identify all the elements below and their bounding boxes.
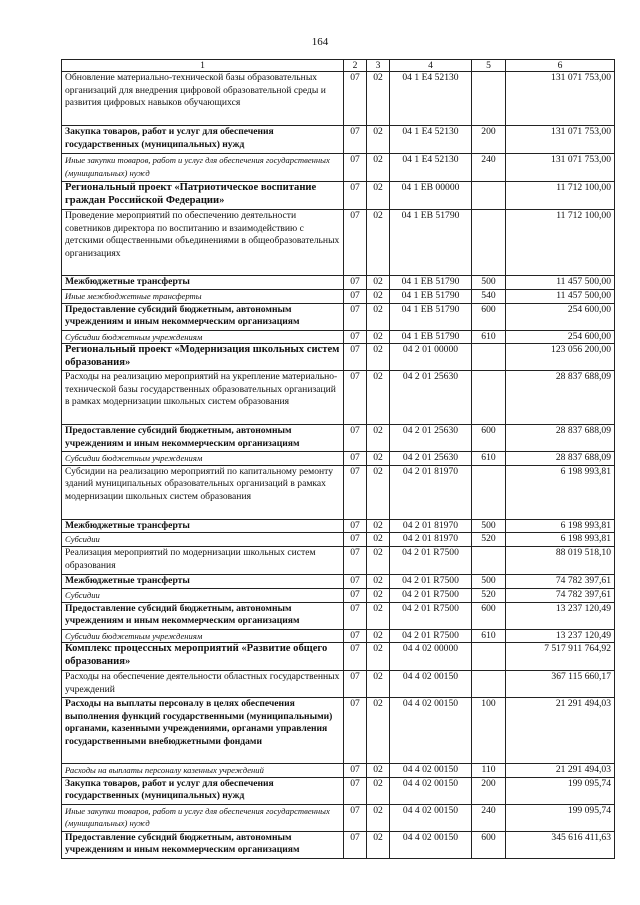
- table-row: [62, 182, 615, 210]
- target-item-cell: 04 2 01 00000: [390, 344, 472, 371]
- expense-type-cell: 240: [472, 154, 506, 182]
- subsection-cell: 02: [367, 276, 390, 290]
- column-header: 4: [390, 60, 472, 72]
- expense-type-cell: 540: [472, 290, 506, 304]
- subsection-cell: 02: [367, 643, 390, 671]
- expense-type-cell: 110: [472, 764, 506, 778]
- amount-cell: 74 782 397,61: [506, 574, 615, 588]
- subsection-cell: 02: [367, 698, 390, 764]
- target-item-cell: 04 2 01 R7500: [390, 588, 472, 602]
- subsection-cell: 02: [367, 452, 390, 466]
- row-name-cell: Проведение мероприятий по обеспечению деятельности советников директора по воспитанию и взаимодействию с детскими общественными объединениями в общеобразовательных организациях: [62, 210, 344, 276]
- row-name-cell: Расходы на обеспечение деятельности областных государственных учреждений: [62, 671, 344, 698]
- subsection-cell: 02: [367, 344, 390, 371]
- column-header: 3: [367, 60, 390, 72]
- amount-cell: 131 071 753,00: [506, 72, 615, 126]
- target-item-cell: 04 4 02 00150: [390, 698, 472, 764]
- section-cell: 07: [344, 72, 367, 126]
- section-cell: 07: [344, 546, 367, 574]
- section-cell: 07: [344, 126, 367, 154]
- row-name-cell: Предоставление субсидий бюджетным, автономным учреждениям и иным некоммерческим организациям: [62, 831, 344, 858]
- section-cell: 07: [344, 344, 367, 371]
- row-name-cell: Предоставление субсидий бюджетным, автономным учреждениям и иным некоммерческим организациям: [62, 303, 344, 330]
- amount-cell: 11 457 500,00: [506, 290, 615, 304]
- table-row: [62, 303, 615, 330]
- section-cell: 07: [344, 330, 367, 344]
- subsection-cell: 02: [367, 574, 390, 588]
- row-name-cell: Расходы на выплаты персоналу в целях обеспечения выполнения функций государственными (муниципальными) органами, казенными учреждениями, органами управления государственными внебюджетными фондами: [62, 698, 344, 764]
- section-cell: 07: [344, 154, 367, 182]
- expense-type-cell: 600: [472, 303, 506, 330]
- row-name-cell: Субсидии бюджетным учреждениям: [62, 330, 344, 344]
- subsection-cell: 02: [367, 519, 390, 533]
- table-row: [62, 602, 615, 629]
- row-name-cell: Иные закупки товаров, работ и услуг для обеспечения государственных (муниципальных) нужд: [62, 804, 344, 831]
- expense-type-cell: 520: [472, 588, 506, 602]
- target-item-cell: 04 4 02 00150: [390, 831, 472, 858]
- column-header: 2: [344, 60, 367, 72]
- subsection-cell: 02: [367, 588, 390, 602]
- table-row: [62, 831, 615, 858]
- column-header: 1: [62, 60, 344, 72]
- page-number: 164: [311, 36, 329, 48]
- section-cell: 07: [344, 764, 367, 778]
- column-header: 6: [506, 60, 615, 72]
- subsection-cell: 02: [367, 210, 390, 276]
- table-row: [62, 344, 615, 371]
- subsection-cell: 02: [367, 330, 390, 344]
- section-cell: 07: [344, 452, 367, 466]
- row-name-cell: Закупка товаров, работ и услуг для обеспечения государственных (муниципальных) нужд: [62, 777, 344, 804]
- subsection-cell: 02: [367, 154, 390, 182]
- table-row: [62, 371, 615, 425]
- amount-cell: 74 782 397,61: [506, 588, 615, 602]
- target-item-cell: 04 2 01 R7500: [390, 602, 472, 629]
- row-name-cell: Региональный проект «Патриотическое воспитание граждан Российской Федерации»: [62, 182, 344, 210]
- expense-type-cell: [472, 72, 506, 126]
- amount-cell: 21 291 494,03: [506, 764, 615, 778]
- target-item-cell: 04 1 EB 51790: [390, 290, 472, 304]
- target-item-cell: 04 1 EB 00000: [390, 182, 472, 210]
- expense-type-cell: [472, 546, 506, 574]
- table-row: [62, 290, 615, 304]
- section-cell: 07: [344, 698, 367, 764]
- expense-type-cell: 610: [472, 452, 506, 466]
- target-item-cell: 04 2 01 R7500: [390, 574, 472, 588]
- table-row: [62, 519, 615, 533]
- row-name-cell: Субсидии: [62, 533, 344, 547]
- section-cell: 07: [344, 588, 367, 602]
- target-item-cell: 04 2 01 81970: [390, 465, 472, 519]
- subsection-cell: 02: [367, 465, 390, 519]
- expense-type-cell: 610: [472, 330, 506, 344]
- section-cell: 07: [344, 574, 367, 588]
- section-cell: 07: [344, 425, 367, 452]
- amount-cell: 199 095,74: [506, 804, 615, 831]
- section-cell: 07: [344, 210, 367, 276]
- section-cell: 07: [344, 519, 367, 533]
- section-cell: 07: [344, 371, 367, 425]
- amount-cell: 7 517 911 764,92: [506, 643, 615, 671]
- expense-type-cell: 600: [472, 831, 506, 858]
- subsection-cell: 02: [367, 182, 390, 210]
- target-item-cell: 04 2 01 R7500: [390, 546, 472, 574]
- table-row: [62, 574, 615, 588]
- amount-cell: 28 837 688,09: [506, 425, 615, 452]
- amount-cell: 11 457 500,00: [506, 276, 615, 290]
- row-name-cell: Субсидии бюджетным учреждениям: [62, 629, 344, 643]
- target-item-cell: 04 1 EB 51790: [390, 210, 472, 276]
- row-name-cell: Предоставление субсидий бюджетным, автономным учреждениям и иным некоммерческим организациям: [62, 425, 344, 452]
- row-name-cell: Реализация мероприятий по модернизации школьных систем образования: [62, 546, 344, 574]
- subsection-cell: 02: [367, 629, 390, 643]
- amount-cell: 21 291 494,03: [506, 698, 615, 764]
- target-item-cell: 04 2 01 25630: [390, 425, 472, 452]
- table-row: [62, 126, 615, 154]
- expense-type-cell: [472, 210, 506, 276]
- row-name-cell: Комплекс процессных мероприятий «Развитие общего образования»: [62, 643, 344, 671]
- subsection-cell: 02: [367, 290, 390, 304]
- section-cell: 07: [344, 465, 367, 519]
- table-row: [62, 210, 615, 276]
- target-item-cell: 04 2 01 25630: [390, 452, 472, 466]
- row-name-cell: Расходы на реализацию мероприятий на укрепление материально-технической базы государственных образовательных организаций в рамках модернизации школьных систем образования: [62, 371, 344, 425]
- subsection-cell: 02: [367, 72, 390, 126]
- section-cell: 07: [344, 290, 367, 304]
- target-item-cell: 04 1 E4 52130: [390, 72, 472, 126]
- section-cell: 07: [344, 643, 367, 671]
- expense-type-cell: 100: [472, 698, 506, 764]
- expense-type-cell: 500: [472, 519, 506, 533]
- amount-cell: 88 019 518,10: [506, 546, 615, 574]
- section-cell: 07: [344, 303, 367, 330]
- subsection-cell: 02: [367, 764, 390, 778]
- expense-type-cell: [472, 465, 506, 519]
- subsection-cell: 02: [367, 831, 390, 858]
- expense-type-cell: 500: [472, 276, 506, 290]
- amount-cell: 131 071 753,00: [506, 154, 615, 182]
- section-cell: 07: [344, 182, 367, 210]
- subsection-cell: 02: [367, 671, 390, 698]
- expense-type-cell: [472, 671, 506, 698]
- amount-cell: 254 600,00: [506, 330, 615, 344]
- target-item-cell: 04 1 EB 51790: [390, 276, 472, 290]
- target-item-cell: 04 2 01 25630: [390, 371, 472, 425]
- table-row: [62, 425, 615, 452]
- subsection-cell: 02: [367, 602, 390, 629]
- row-name-cell: Субсидии на реализацию мероприятий по капитальному ремонту зданий муниципальных образовательных организаций в рамках модернизации школьных систем образования: [62, 465, 344, 519]
- section-cell: 07: [344, 276, 367, 290]
- expense-type-cell: 600: [472, 602, 506, 629]
- amount-cell: 131 071 753,00: [506, 126, 615, 154]
- target-item-cell: 04 1 EB 51790: [390, 330, 472, 344]
- row-name-cell: Региональный проект «Модернизация школьных систем образования»: [62, 344, 344, 371]
- column-header: 5: [472, 60, 506, 72]
- amount-cell: 367 115 660,17: [506, 671, 615, 698]
- table-row: [62, 330, 615, 344]
- table-body: [62, 72, 615, 859]
- row-name-cell: Межбюджетные трансферты: [62, 276, 344, 290]
- table-row: [62, 629, 615, 643]
- budget-table: [61, 59, 615, 859]
- table-row: [62, 764, 615, 778]
- row-name-cell: Иные закупки товаров, работ и услуг для обеспечения государственных (муниципальных) нужд: [62, 154, 344, 182]
- row-name-cell: Межбюджетные трансферты: [62, 519, 344, 533]
- table-row: [62, 804, 615, 831]
- expense-type-cell: 200: [472, 777, 506, 804]
- table-row: [62, 643, 615, 671]
- target-item-cell: 04 4 02 00150: [390, 764, 472, 778]
- expense-type-cell: [472, 344, 506, 371]
- section-cell: 07: [344, 777, 367, 804]
- amount-cell: 199 095,74: [506, 777, 615, 804]
- expense-type-cell: 520: [472, 533, 506, 547]
- amount-cell: 28 837 688,09: [506, 452, 615, 466]
- amount-cell: 11 712 100,00: [506, 182, 615, 210]
- table-row: [62, 154, 615, 182]
- expense-type-cell: [472, 182, 506, 210]
- section-cell: 07: [344, 602, 367, 629]
- target-item-cell: 04 1 EB 51790: [390, 303, 472, 330]
- section-cell: 07: [344, 804, 367, 831]
- row-name-cell: Обновление материально-технической базы образовательных организаций для внедрения цифровой образовательной среды и развития цифровых навыков обучающихся: [62, 72, 344, 126]
- table-header-row: [62, 60, 615, 72]
- row-name-cell: Межбюджетные трансферты: [62, 574, 344, 588]
- table-row: [62, 698, 615, 764]
- amount-cell: 11 712 100,00: [506, 210, 615, 276]
- section-cell: 07: [344, 533, 367, 547]
- table-row: [62, 588, 615, 602]
- subsection-cell: 02: [367, 533, 390, 547]
- table-row: [62, 671, 615, 698]
- amount-cell: 6 198 993,81: [506, 465, 615, 519]
- amount-cell: 13 237 120,49: [506, 602, 615, 629]
- target-item-cell: 04 4 02 00150: [390, 777, 472, 804]
- row-name-cell: Расходы на выплаты персоналу казенных учреждений: [62, 764, 344, 778]
- amount-cell: 345 616 411,63: [506, 831, 615, 858]
- target-item-cell: 04 4 02 00150: [390, 671, 472, 698]
- amount-cell: 123 056 200,00: [506, 344, 615, 371]
- row-name-cell: Субсидии бюджетным учреждениям: [62, 452, 344, 466]
- subsection-cell: 02: [367, 425, 390, 452]
- section-cell: 07: [344, 831, 367, 858]
- target-item-cell: 04 2 01 R7500: [390, 629, 472, 643]
- section-cell: 07: [344, 629, 367, 643]
- subsection-cell: 02: [367, 777, 390, 804]
- target-item-cell: 04 1 E4 52130: [390, 154, 472, 182]
- subsection-cell: 02: [367, 126, 390, 154]
- subsection-cell: 02: [367, 804, 390, 831]
- table-row: [62, 276, 615, 290]
- table-row: [62, 546, 615, 574]
- amount-cell: 254 600,00: [506, 303, 615, 330]
- table-row: [62, 452, 615, 466]
- target-item-cell: 04 2 01 81970: [390, 533, 472, 547]
- expense-type-cell: 200: [472, 126, 506, 154]
- target-item-cell: 04 1 E4 52130: [390, 126, 472, 154]
- row-name-cell: Закупка товаров, работ и услуг для обеспечения государственных (муниципальных) нужд: [62, 126, 344, 154]
- subsection-cell: 02: [367, 303, 390, 330]
- expense-type-cell: 240: [472, 804, 506, 831]
- amount-cell: 28 837 688,09: [506, 371, 615, 425]
- expense-type-cell: 500: [472, 574, 506, 588]
- row-name-cell: Субсидии: [62, 588, 344, 602]
- expense-type-cell: 610: [472, 629, 506, 643]
- table-row: [62, 72, 615, 126]
- row-name-cell: Иные межбюджетные трансферты: [62, 290, 344, 304]
- row-name-cell: Предоставление субсидий бюджетным, автономным учреждениям и иным некоммерческим организациям: [62, 602, 344, 629]
- target-item-cell: 04 4 02 00150: [390, 804, 472, 831]
- target-item-cell: 04 2 01 81970: [390, 519, 472, 533]
- target-item-cell: 04 4 02 00000: [390, 643, 472, 671]
- expense-type-cell: 600: [472, 425, 506, 452]
- section-cell: 07: [344, 671, 367, 698]
- table-row: [62, 533, 615, 547]
- table-row: [62, 777, 615, 804]
- expense-type-cell: [472, 643, 506, 671]
- subsection-cell: 02: [367, 371, 390, 425]
- table-row: [62, 465, 615, 519]
- amount-cell: 6 198 993,81: [506, 519, 615, 533]
- expense-type-cell: [472, 371, 506, 425]
- amount-cell: 13 237 120,49: [506, 629, 615, 643]
- amount-cell: 6 198 993,81: [506, 533, 615, 547]
- subsection-cell: 02: [367, 546, 390, 574]
